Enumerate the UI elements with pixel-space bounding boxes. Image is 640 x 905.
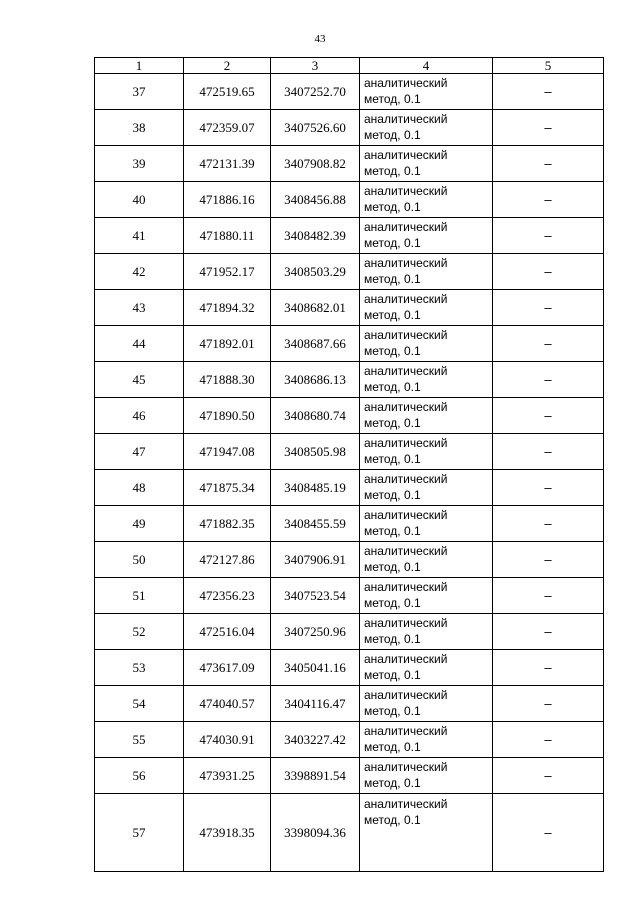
point-number-cell: 46 [95, 398, 184, 434]
table-row [95, 758, 604, 794]
point-number-cell: 53 [95, 650, 184, 686]
table-body [95, 74, 604, 872]
table-row [95, 254, 604, 290]
method-precision: метод, 0.1 [364, 632, 421, 646]
method-cell [360, 686, 493, 722]
table-row [95, 794, 604, 872]
x-coordinate-cell: 471880.11 [184, 218, 271, 254]
method-cell [360, 542, 493, 578]
x-coordinate-cell: 472359.07 [184, 110, 271, 146]
x-coordinate-cell: 471892.01 [184, 326, 271, 362]
x-coordinate-cell: 473918.35 [184, 794, 271, 872]
method-precision: метод, 0.1 [364, 488, 421, 502]
column5-cell: – [493, 254, 604, 290]
y-coordinate-cell: 3407252.70 [271, 74, 360, 110]
y-coordinate-cell: 3403227.42 [271, 722, 360, 758]
y-coordinate-cell: 3408482.39 [271, 218, 360, 254]
x-coordinate-cell: 471875.34 [184, 470, 271, 506]
point-number-cell: 43 [95, 290, 184, 326]
method-precision: метод, 0.1 [364, 560, 421, 574]
column5-cell: – [493, 578, 604, 614]
y-coordinate-cell: 3408505.98 [271, 434, 360, 470]
method-cell [360, 362, 493, 398]
method-name: аналитический [364, 364, 448, 378]
method-precision: метод, 0.1 [364, 200, 421, 214]
column-header-3: 3 [271, 58, 360, 74]
method-precision: метод, 0.1 [364, 128, 421, 142]
x-coordinate-cell: 474040.57 [184, 686, 271, 722]
table-row [95, 74, 604, 110]
x-coordinate-cell: 472516.04 [184, 614, 271, 650]
point-number-cell: 39 [95, 146, 184, 182]
column5-cell: – [493, 722, 604, 758]
column-header-2: 2 [184, 58, 271, 74]
column5-cell: – [493, 614, 604, 650]
method-name: аналитический [364, 724, 448, 738]
y-coordinate-cell: 3405041.16 [271, 650, 360, 686]
method-name: аналитический [364, 688, 448, 702]
method-precision: метод, 0.1 [364, 704, 421, 718]
table-row [95, 218, 604, 254]
point-number-cell: 47 [95, 434, 184, 470]
table-row [95, 578, 604, 614]
method-precision: метод, 0.1 [364, 416, 421, 430]
method-name: аналитический [364, 797, 448, 811]
method-cell [360, 758, 493, 794]
y-coordinate-cell: 3407526.60 [271, 110, 360, 146]
method-cell [360, 650, 493, 686]
method-cell [360, 794, 493, 872]
method-name: аналитический [364, 76, 448, 90]
point-number-cell: 51 [95, 578, 184, 614]
method-cell [360, 398, 493, 434]
point-number-cell: 38 [95, 110, 184, 146]
method-precision: метод, 0.1 [364, 452, 421, 466]
method-name: аналитический [364, 400, 448, 414]
method-precision: метод, 0.1 [364, 164, 421, 178]
point-number-cell: 50 [95, 542, 184, 578]
point-number-cell: 49 [95, 506, 184, 542]
point-number-cell: 55 [95, 722, 184, 758]
table-header-row [95, 58, 604, 74]
method-name: аналитический [364, 328, 448, 342]
x-coordinate-cell: 472131.39 [184, 146, 271, 182]
y-coordinate-cell: 3398891.54 [271, 758, 360, 794]
table-row [95, 290, 604, 326]
table-row [95, 722, 604, 758]
column-header-5: 5 [493, 58, 604, 74]
x-coordinate-cell: 471894.32 [184, 290, 271, 326]
point-number-cell: 40 [95, 182, 184, 218]
point-number-cell: 57 [95, 794, 184, 872]
column-header-1: 1 [95, 58, 184, 74]
y-coordinate-cell: 3408485.19 [271, 470, 360, 506]
column5-cell: – [493, 758, 604, 794]
point-number-cell: 37 [95, 74, 184, 110]
method-precision: метод, 0.1 [364, 92, 421, 106]
column5-cell: – [493, 110, 604, 146]
y-coordinate-cell: 3408503.29 [271, 254, 360, 290]
point-number-cell: 52 [95, 614, 184, 650]
y-coordinate-cell: 3408680.74 [271, 398, 360, 434]
method-precision: метод, 0.1 [364, 596, 421, 610]
method-cell [360, 722, 493, 758]
method-cell [360, 74, 493, 110]
table-row [95, 182, 604, 218]
method-precision: метод, 0.1 [364, 380, 421, 394]
x-coordinate-cell: 473931.25 [184, 758, 271, 794]
method-precision: метод, 0.1 [364, 236, 421, 250]
method-precision: метод, 0.1 [364, 668, 421, 682]
table-row [95, 686, 604, 722]
table-row [95, 110, 604, 146]
method-cell [360, 290, 493, 326]
point-number-cell: 45 [95, 362, 184, 398]
method-precision: метод, 0.1 [364, 272, 421, 286]
method-cell [360, 146, 493, 182]
column5-cell: – [493, 470, 604, 506]
column5-cell: – [493, 218, 604, 254]
point-number-cell: 44 [95, 326, 184, 362]
column5-cell: – [493, 650, 604, 686]
method-cell [360, 506, 493, 542]
y-coordinate-cell: 3408456.88 [271, 182, 360, 218]
method-cell [360, 110, 493, 146]
method-cell [360, 470, 493, 506]
table-row [95, 398, 604, 434]
y-coordinate-cell: 3398094.36 [271, 794, 360, 872]
method-cell [360, 254, 493, 290]
method-name: аналитический [364, 148, 448, 162]
method-precision: метод, 0.1 [364, 308, 421, 322]
method-precision: метод, 0.1 [364, 776, 421, 790]
method-name: аналитический [364, 220, 448, 234]
x-coordinate-cell: 473617.09 [184, 650, 271, 686]
column5-cell: – [493, 362, 604, 398]
column5-cell: – [493, 398, 604, 434]
point-number-cell: 56 [95, 758, 184, 794]
method-name: аналитический [364, 436, 448, 450]
y-coordinate-cell: 3404116.47 [271, 686, 360, 722]
method-cell [360, 218, 493, 254]
y-coordinate-cell: 3408686.13 [271, 362, 360, 398]
method-precision: метод, 0.1 [364, 524, 421, 538]
y-coordinate-cell: 3408682.01 [271, 290, 360, 326]
method-name: аналитический [364, 184, 448, 198]
method-precision: метод, 0.1 [364, 813, 421, 827]
method-name: аналитический [364, 256, 448, 270]
method-precision: метод, 0.1 [364, 344, 421, 358]
table-row [95, 506, 604, 542]
method-name: аналитический [364, 508, 448, 522]
method-name: аналитический [364, 292, 448, 306]
method-name: аналитический [364, 616, 448, 630]
table-row [95, 542, 604, 578]
column5-cell: – [493, 794, 604, 872]
column5-cell: – [493, 542, 604, 578]
method-cell [360, 434, 493, 470]
table-row [95, 146, 604, 182]
x-coordinate-cell: 471882.35 [184, 506, 271, 542]
column5-cell: – [493, 146, 604, 182]
y-coordinate-cell: 3408455.59 [271, 506, 360, 542]
coordinates-table [94, 57, 604, 872]
method-name: аналитический [364, 580, 448, 594]
method-cell [360, 182, 493, 218]
column5-cell: – [493, 290, 604, 326]
method-name: аналитический [364, 544, 448, 558]
method-cell [360, 326, 493, 362]
method-cell [360, 578, 493, 614]
x-coordinate-cell: 471947.08 [184, 434, 271, 470]
x-coordinate-cell: 471890.50 [184, 398, 271, 434]
x-coordinate-cell: 471952.17 [184, 254, 271, 290]
table-row [95, 434, 604, 470]
column5-cell: – [493, 182, 604, 218]
method-name: аналитический [364, 760, 448, 774]
point-number-cell: 42 [95, 254, 184, 290]
y-coordinate-cell: 3407906.91 [271, 542, 360, 578]
y-coordinate-cell: 3407523.54 [271, 578, 360, 614]
column5-cell: – [493, 74, 604, 110]
table-row [95, 470, 604, 506]
x-coordinate-cell: 474030.91 [184, 722, 271, 758]
page-number: 43 [314, 33, 326, 45]
table-row [95, 650, 604, 686]
method-precision: метод, 0.1 [364, 740, 421, 754]
method-name: аналитический [364, 112, 448, 126]
column5-cell: – [493, 326, 604, 362]
y-coordinate-cell: 3407908.82 [271, 146, 360, 182]
y-coordinate-cell: 3408687.66 [271, 326, 360, 362]
method-cell [360, 614, 493, 650]
table-row [95, 362, 604, 398]
x-coordinate-cell: 472127.86 [184, 542, 271, 578]
table-row [95, 614, 604, 650]
point-number-cell: 54 [95, 686, 184, 722]
column5-cell: – [493, 506, 604, 542]
column5-cell: – [493, 686, 604, 722]
column5-cell: – [493, 434, 604, 470]
x-coordinate-cell: 472356.23 [184, 578, 271, 614]
x-coordinate-cell: 471888.30 [184, 362, 271, 398]
x-coordinate-cell: 471886.16 [184, 182, 271, 218]
column-header-4: 4 [360, 58, 493, 74]
x-coordinate-cell: 472519.65 [184, 74, 271, 110]
point-number-cell: 41 [95, 218, 184, 254]
point-number-cell: 48 [95, 470, 184, 506]
y-coordinate-cell: 3407250.96 [271, 614, 360, 650]
table-row [95, 326, 604, 362]
method-name: аналитический [364, 652, 448, 666]
method-name: аналитический [364, 472, 448, 486]
